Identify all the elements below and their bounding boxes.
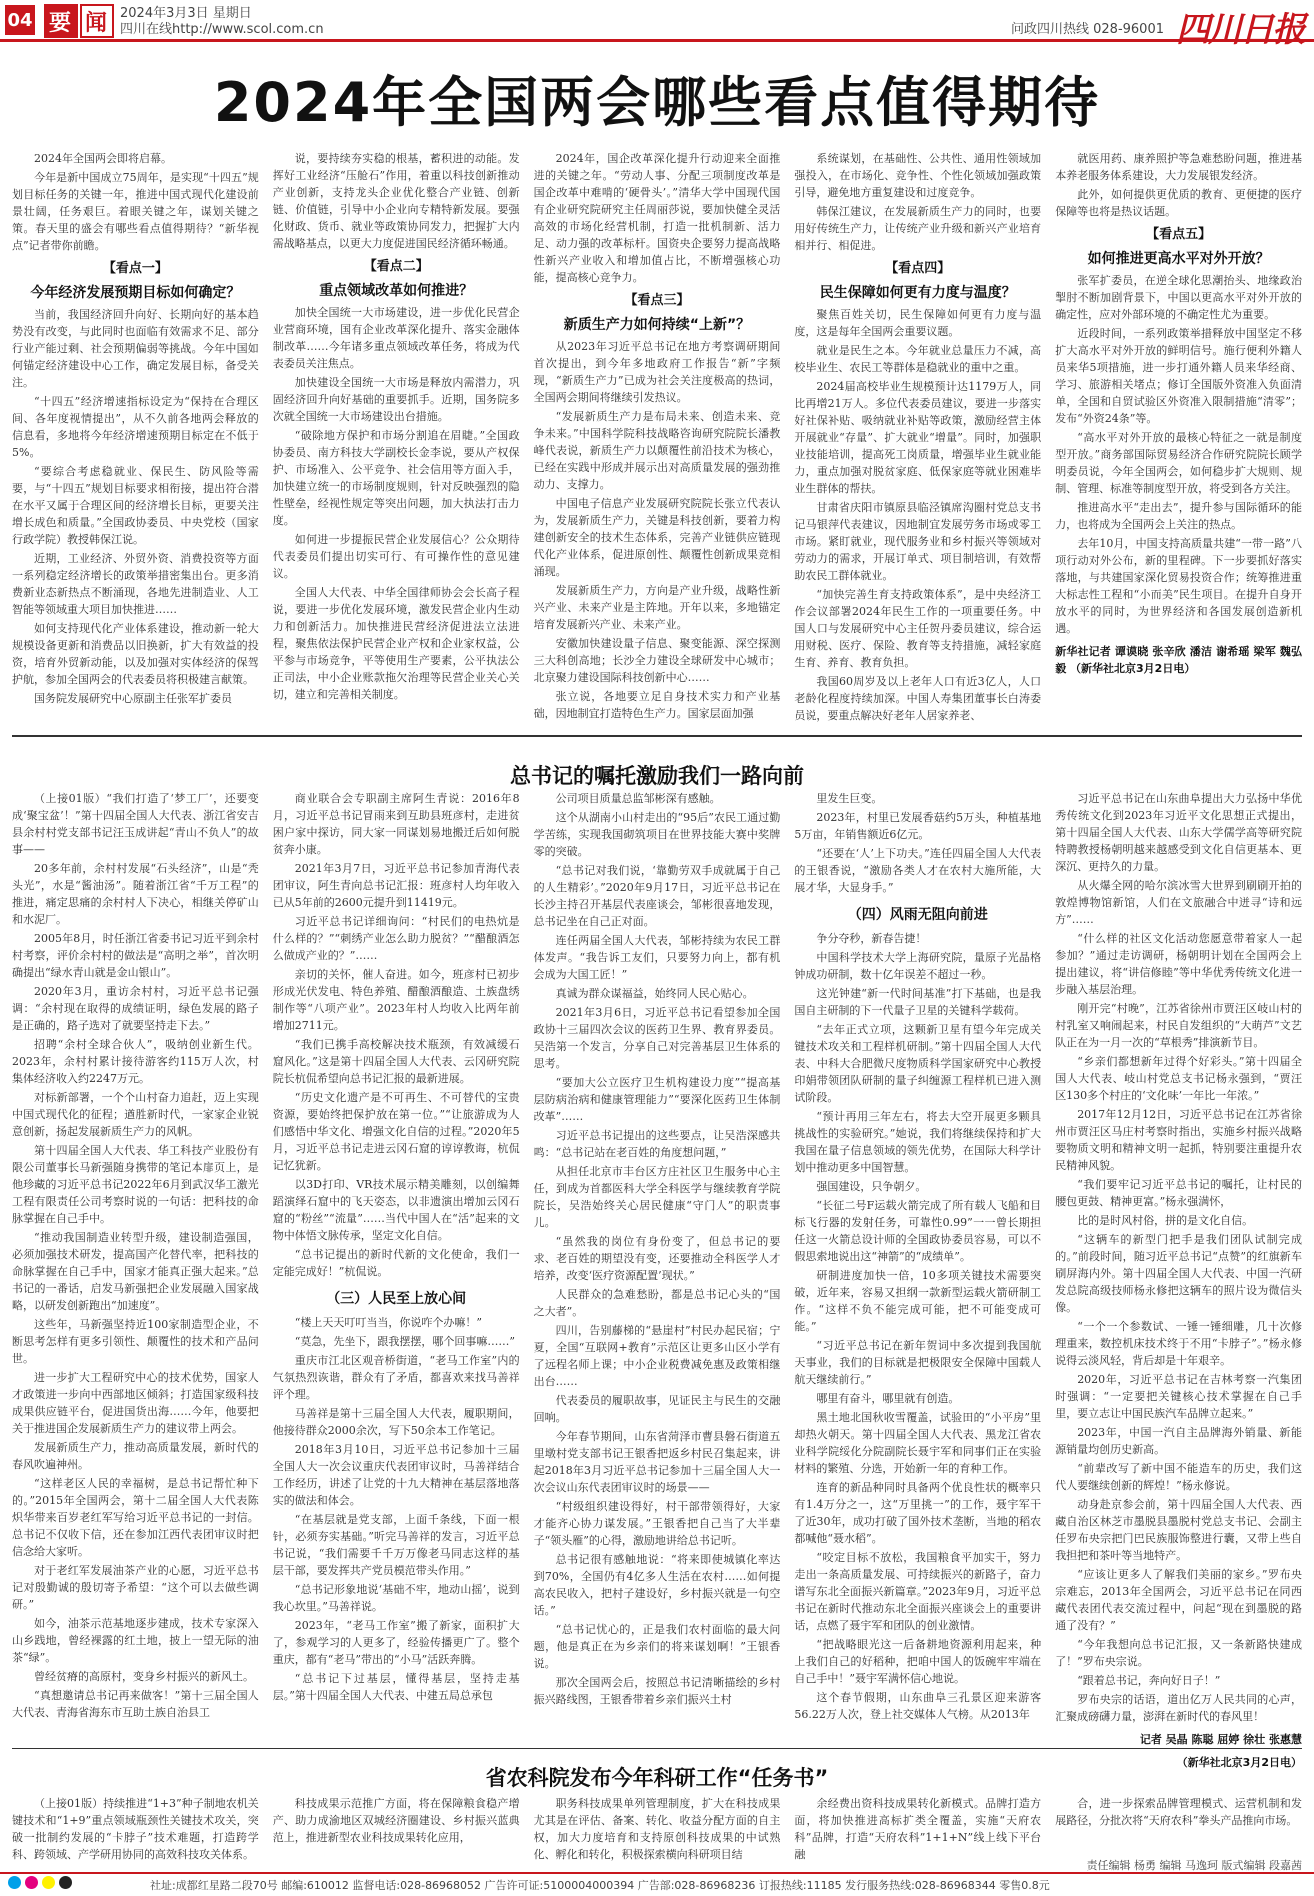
paragraph: 韩保江建议，在发展新质生产力的同时，也要用好传统生产力，让传统产业升级和新兴产业培育相并行、相促进。 (794, 205, 1042, 252)
paragraph: “前辈改写了新中国不能造车的历史，我们这代人要继续创新的辉煌！”杨永修说。 (1055, 1462, 1302, 1492)
second-headline: 总书记的嘱托激励我们一路向前 (510, 764, 804, 788)
paragraph: 近期，工业经济、外贸外资、消费投资等方面一系列稳定经济增长的政策举措密集出台。更多消费新业态新热点不断涌现，各地先进制造业、人工智能等领域重大项目加快推进…… (12, 552, 259, 616)
point-4-title: 民生保障如何更有力度与温度？ (819, 285, 1016, 301)
paragraph: “长征二号F运载火箭完成了所有载人飞船和目标飞行器的发射任务，可靠性0.99”一一曾长期担任这一火箭总设计师的全国政协委员容易，可以不假思索地说出这“神箭”的“成绩单”。 (794, 1199, 1042, 1263)
paragraph: 那次全国两会后，按照总书记清晰描绘的乡村振兴路线图，王银香带着乡亲们振兴土村 (533, 1676, 781, 1706)
section-title (44, 4, 116, 38)
mid-article (12, 790, 1302, 1769)
paragraph: 这光钟建“新一代时间基准”打下基础，也是我国自主研制的下一代量子卫星的关键科学载荷。 (794, 987, 1042, 1017)
paragraph: 真诚为群众谋福益，始终同人民心贴心。 (555, 987, 754, 1000)
paragraph: 系统谋划，在基础性、公共性、通用性领域加强投入，在市场化、竞争性、个性化领域加强政策引导，避免地方重复建设和过度竞争。 (794, 152, 1042, 199)
top-byline: 新华社记者 谭谟晓 张辛欣 潘洁 谢希瑶 梁军 魏弘毅 （新华社北京3月2日电） (1055, 645, 1302, 675)
editor-credits: 责任编辑 杨勇 编辑 马逸珂 版式编辑 段嘉茜 (1086, 1859, 1302, 1872)
paragraph: “真想邀请总书记再来做客！”第十三届全国人大代表、青海省海东市互助土族自治县工 (12, 1689, 259, 1719)
paragraph: “加快完善生育支持政策体系”，是中央经济工作会议部署2024年民生工作的一项重要任务。中国人口与发展研究中心主任贺丹委员建议，综合运用财税、医疗、保险、教育等支持措施，减轻家庭生育、养育、教育负担。 (794, 588, 1042, 669)
bottom-col-2: 科技成果示范推广方面，将在保障粮食稳产增产、助力成渝地区双城经济圈建设、乡村振兴蓝典范上，推进新型农业科技成果转化应用， (272, 1797, 520, 1844)
mid-subhead-4: （四）风雨无阻向前进 (847, 907, 988, 923)
top-col-3 (534, 150, 781, 730)
paragraph: “高水平对外开放的最核心特征之一就是制度型开放。”商务部国际贸易经济合作研究院院长顾学明委员说，今年全国两会，如何稳步扩大规则、规制、管理、标准等制度型开放，将受到各方关注。 (1055, 431, 1302, 495)
top-col-4 (794, 150, 1041, 730)
paragraph: 招聘“余村全球合伙人”，吸纳创业新生代。2023年，余村村累计接待游客约115万人次，村集体经济收入约2247万元。 (12, 1038, 259, 1085)
paragraph: “莫急，先坐下，跟我摆摆，哪个回事嘛……” (294, 1335, 516, 1348)
paragraph: 刚开完“村晚”，江苏省徐州市贾汪区岐山村的村乳室又响闹起来，村民自发组织的“大萌芦”文艺队正在为一月一次的“草根秀”排演新节目。 (1055, 1002, 1302, 1049)
paragraph: “预计再用三年左右，将去大空开展更多颗具挑战性的实验研究。”她说，我们将继续保持和扩大我国在量子信息领域的领先优势，在国际大科学计划中推动更多中国智慧。 (794, 1110, 1042, 1174)
paragraph: “发展新质生产力是布局未来、创造未来、竞争未来。”中国科学院科技战略咨询研究院院长潘教峰代表说，新质生产力以颠覆性前沿技术为核心，已经在实践中形成并展示出对高质量发展的强劲推动力、支撑力。 (533, 410, 781, 491)
paragraph: “去年正式立项，这颗新卫星有望今年完成关键技术攻关和工程样机研制。”第十四届全国人大代表、中科大合肥微尺度物质科学国家研究中心教授印娟带领团队研制的量子纠缠源工程样机已进入测试阶段。 (794, 1023, 1042, 1104)
paragraph: 2024年全国两会即将启幕。 (34, 152, 172, 165)
paragraph: 曾经贫瘠的高原村，变身乡村振兴的新风土。 (34, 1670, 254, 1683)
page-number: 04 (5, 5, 35, 35)
paragraph: “楼上天天叮叮当当，你说咋个办嘛！” (294, 1316, 483, 1329)
bottom-col-1: （上接01版）持续推进“1+3”种子制地农机关键技术和“1+9”重点领域瓶颈性关键技术攻关，突破一批制约发展的“卡脖子”技术难题，打造跨学科、跨领域、产学研用协同的高效科技攻关体系。 (12, 1797, 259, 1861)
paragraph: 当前，我国经济回升向好、长期向好的基本趋势没有改变，与此同时也面临有效需求不足、部分行业产能过剩、社会预期偏弱等挑战。今年中国如何锚定经济建设中心工作，确定发展目标，备受关注。 (12, 308, 259, 389)
mid-col-5 (1055, 790, 1302, 1769)
paragraph: 公司项目质量总监邹彬深有感触。 (555, 792, 721, 805)
paragraph: 2023年，中国一汽自主品牌海外销量、新能源销量均创历史新高。 (1055, 1426, 1302, 1456)
paragraph: 从火爆全网的哈尔滨冰雪大世界到刷刷开拍的敦煌博物馆新馆，人们在文旅融合中迸寻“诗和远方”…… (1055, 879, 1302, 926)
paragraph: “习近平总书记在新年贺词中多次提到我国航天事业，我们的目标就是把极限安全保障中国载人航天继续前行。” (794, 1339, 1042, 1386)
main-headline: 2024年全国两会哪些看点值得期待 (213, 71, 1101, 134)
paragraph: 张军扩委员，在逆全球化思潮抬头、地缘政治掣肘不断加剧背景下，中国以更高水平对外开放的确定性，应对外部环境的不确定性尤为重要。 (1055, 274, 1302, 321)
paragraph: “总书记忧心的，正是我们农村面临的最大问题，他是真正在为乡亲们的将来谋划啊！”王银香说。 (533, 1623, 781, 1670)
site-url[interactable]: 四川在线http://www.scol.com.cn (120, 22, 324, 37)
paragraph: 发展新质生产力，方向是产业升级，战略性新兴产业、未来产业是主阵地。开年以来，多地锚定培育发展新兴产业、未来产业。 (533, 584, 781, 631)
mid-col-1 (12, 790, 259, 1740)
paragraph: 全国人大代表、中华全国律师协会会长高子程说，要进一步优化发展环境，激发民营企业内生动力和创新活力。加快推进民营经济促进法立法进程，聚焦依法保护民营企业产权和企业家权益，公平参与市场竞争，平等使用生产要素，公平执法公正司法，中小企业账款拖欠治理等民营企业关心关切，建立和完善相关制度。 (272, 586, 520, 701)
paragraph: “咬定目标不放松，我国粮食平加实干，努力走出一条高质量发展、可持续振兴的新路子，奋力谱写东北全面振兴新篇章。”2023年9月，习近平总书记在新时代推动东北全面振兴座谈会上的重要讲话，点燃了聂宇军和团队的创业激情。 (794, 1551, 1042, 1632)
paragraph: 动身赴京参会前，第十四届全国人大代表、西藏自治区林芝市墨脱县墨脱村党总支书记、会副主任罗布央宗把门巴民族服饰整进行囊，又带上些自我担把和茶叶等当地特产。 (1055, 1498, 1302, 1562)
paragraph: “这样老区人民的幸福树，是总书记帮忙种下的。”2015年全国两会，第十二届全国人大代表陈炽华带来百岁老红军写给习近平总书记的一封信。总书记不仅收下信，还在参加江西代表团审议时把信念给大家听。 (12, 1477, 259, 1558)
col1-para-group (12, 150, 259, 254)
paragraph: 进一步扩大工程研究中心的技术优势，国家人才政策进一步向中西部地区倾斜；打造国家级科技成果供应链平台，促进国货出海……今年，他要把关于推进国企发展新质生产力的建议带上两会。 (12, 1371, 259, 1435)
paragraph: 2018年3月10日，习近平总书记参加十三届全国人大一次会议重庆代表团审议时，马善祥结合工作经历，讲述了让党的十九大精神在基层落地落实的做法和体会。 (272, 1443, 520, 1507)
paragraph: “我们已携手高校解决技术瓶颈，有效减缓石窟风化。”这是第十四届全国人大代表、云冈研究院院长杭侃希望向总书记汇报的最新进展。 (272, 1038, 520, 1085)
point-5-title: 如何推进更高水平对外开放？ (1087, 251, 1270, 267)
paragraph: 说，要持续夯实稳的根基，蓄积进的动能。发挥好工业经济“压舱石”作用，着重以科技创新推动产业创新，支持龙头企业优化整合产业链、创新链、价值链，引导中小企业向专精特新发展。要强化财政、货币、就业等政策协同发力，把握扩大内需战略基点，以更大力度促进国民经济循环畅通。 (272, 152, 520, 250)
point-5-tag: 【看点五】 (1146, 227, 1212, 242)
paragraph: 哪里有奋斗，哪里就有创造。 (816, 1392, 960, 1405)
paragraph: 2023年，村里已发展香菇约5万头，种植基地5万亩，年销售额近6亿元。 (794, 811, 1042, 841)
footer-info: 社址:成都红星路二段70号 邮编:610012 监督电话:028-86968052 广告许可证:5100004000394 广告部:028-86968236 订报热线:11185 发行服务热线:028-86968344 零售0.8元 (0, 1872, 1314, 1896)
paragraph: 连任两届全国人大代表，邹彬持续为农民工群体发声。“我告诉工友们，只要努力向上，都有机会成为大国工匠！” (533, 934, 781, 981)
paragraph: 黑土地北国秋收雪覆盖，试验田的“小平房”里却热火朝天。第十四届全国人大代表、黑龙江省农业科学院绥化分院副院长聂宇军和同事们正在实验材料的繁殖、分选，开始新一年的育种工作。 (794, 1411, 1042, 1475)
paragraph: 研制进度加快一倍，10多项关键技术需要突破，近年来，容易又担纲一款新型运载火箭研制工作。“这样不负不能完成可能，把不可能变成可能。” (794, 1269, 1042, 1333)
point-1-tag: 【看点一】 (102, 261, 168, 276)
paragraph: “我们要牢记习近平总书记的嘱托，让村民的腰包更鼓、精神更富。”杨永强满怀， (1055, 1178, 1302, 1208)
paragraph: 聚焦百姓关切，民生保障如何更有力度与温度，这是每年全国两会重要议题。 (794, 308, 1042, 338)
masthead (0, 0, 1314, 50)
top-col-5 (1055, 150, 1302, 730)
divider-rule (12, 735, 1302, 737)
paragraph: “这辆车的新型门把手是我们团队试制完成的。”前段时间，随习近平总书记“点赞”的红旗新车刷屏海内外。第十四届全国人大代表、中国一汽研发总院高级技师杨永修把这辆车的照片设为微信头像。 (1055, 1233, 1302, 1314)
paragraph: 就医用药、康养照护等急难愁盼问题，推进基本养老服务体系建设，大力发展银发经济。 (1055, 152, 1302, 182)
paragraph: 对于老红军发展油茶产业的心愿，习近平总书记对殷勤诚的殷切寄予希望：“这个可以去做些调研。” (12, 1564, 259, 1611)
paragraph: 比的是时风村俗，拼的是文化自信。 (1077, 1214, 1254, 1227)
paragraph: “总书记形象地说‘基础不牢，地动山摇’，说到我心坎里。”马善祥说。 (272, 1583, 520, 1613)
hotline: 问政四川热线 028-96001 (1011, 22, 1164, 37)
paragraph: “把战略眼光这一后备耕地资源利用起来，种上我们自己的好稻种，把咱中国人的饭碗牢牢端在自己手中！”聂宇军满怀信心地说。 (794, 1638, 1042, 1685)
paragraph: 里发生巨变。 (816, 792, 883, 805)
paragraph: 罗布央宗的话语，道出亿万人民共同的心声，汇聚成磅礴力量，澎湃在新时代的春风里！ (1055, 1693, 1302, 1723)
paragraph: 代表委员的履职故事，见证民主与民生的交融回响。 (533, 1394, 781, 1424)
paragraph: 商业联合会专职副主席阿生青说：2016年8月，习近平总书记冒雨来到互助县班彦村，走进贫困户家中探访，同大家一同谋划易地搬迁后如何脱贫奔小康。 (272, 792, 520, 856)
paragraph: 对标新部署，一个个山村奋力追赶，迈上实现中国式现代化的征程；遒胜新时代，一家家企业锐意创新，扬起发展新质生产力的风帆。 (12, 1091, 259, 1138)
bottom-col-4: 余经费出资科技成果转化新模式。品牌打造方面，将加快推进高标扩类全覆盖，实施“天府农科”品牌，打造“天府农科”1+1+N”线上线下平台融 (794, 1797, 1042, 1861)
paragraph: 20多年前，余村村发展“石头经济”，山是“秃头光”，水是“酱油汤”。随着浙江省“千万工程”的推进，痛定思痛的余村村人下决心，相继关停矿山和水泥厂。 (12, 862, 259, 926)
paragraph: 习近平总书记提出的这些要点，让吴浩深感共鸣：“总书记站在老百姓的角度想问题，” (533, 1129, 781, 1159)
paragraph: “在基层就是党支部，上面千条线，下面一根针，必须夯实基础。”听完马善祥的发言，习近平总书记说，“我们需要千千万万像老马同志这样的基层干部，要发挥共产党员模范带头作用。” (272, 1513, 520, 1577)
mid-subhead-3: （三）人民至上放心间 (326, 1291, 467, 1307)
paragraph: “历史文化遗产是不可再生、不可替代的宝贵资源，要始终把保护放在第一位。”“让旅游成为人们感悟中华文化、增强文化自信的过程。”2020年5月，习近平总书记走进云冈石窟的谆谆教诲，杭侃记忆犹新。 (272, 1091, 520, 1172)
paragraph: “乡亲们都想新年过得个好彩头。”第十四届全国人大代表、岐山村党总支书记杨永强到，“贾汪区130多个村庄的‘文化味’一年比一年浓。” (1055, 1055, 1302, 1102)
mid-col-2 (273, 790, 520, 1740)
paragraph: 四川，告别藤梯的“悬崖村”村民办起民宿；宁夏，全国“互联网+教育”示范区让更多山区小学有了远程名师上课；中小企业税费减免惠及政策相继出台…… (533, 1324, 781, 1388)
mid-col-3 (534, 790, 781, 1740)
bottom-col-5: 合，进一步探索品牌管理模式、运营机制和发展路径，分批次将“天府农科”拳头产品推向市场。 (1055, 1797, 1302, 1827)
paragraph: 张立说，各地要立足自身技术实力和产业基础，因地制宜打造特色生产力。国家层面加强 (533, 690, 781, 720)
section-char-2: 闻 (80, 4, 114, 38)
paragraph: “要综合考虑稳就业、保民生、防风险等需要，与“十四五”规划目标要求相衔接，提出符合潜在水平又属于合理区间的经济增长目标，更要关注增长成色和质量。”全国政协委员、中央党校（国家行政学院）教授韩保江说。 (12, 465, 259, 546)
paragraph: 以3D打印、VR技术展示精美雕刻，以创编舞蹈演绎石窟中的飞天姿态，以非遗演出增加云冈石窟的“粉丝”“流量”……当代中国人在“活”起来的文物中体悟文脉传承，坚定文化自信。 (272, 1178, 520, 1242)
dateline (120, 6, 324, 38)
paragraph: “一个一个参数试、一锤一锤细雕，几十次修理重来，数控机床技术终于不用“卡脖子”。”杨永修说得云淡风轻，背后却是十年艰辛。 (1055, 1320, 1302, 1367)
paragraph: 第十四届全国人大代表、华工科技产业股份有限公司董事长马新强随身携带的笔记本扉页上，是他珍藏的习近平总书记2022年6月到武汉华工激光工程有限责任公司考察时说的一句话：把科技的命脉掌握在自己手中。 (12, 1144, 259, 1225)
paragraph: 习近平总书记详细询问：“村民们的电热炕是什么样的？”“刺绣产业怎么助力脱贫？”“醋酿酒怎么做成产业的？”…… (272, 915, 520, 962)
paragraph: “村级组织建设得好，村干部带领得好，大家才能齐心协力谋发展。”王银香把自己当了大半辈子“领头雁”的心得，激励地讲给总书记听。 (533, 1500, 781, 1547)
paragraph: 2024年，国企改革深化提升行动迎来全面推进的关键之年。“劳动人事、分配三项制度改革是国企改革中难啃的‘硬骨头’。”清华大学中国现代国有企业研究院研究主任周丽莎说，要加快健全灵活高效的市场化经营机制，打造一批机制新、活力足、动力强的改革标杆。国资央企要努力提高战略性新兴产业收入和增加值占比，不断增强核心功能，提高核心竞争力。 (533, 152, 781, 284)
paragraph: “总书记提出的新时代新的文化使命，我们一定能完成好！”杭侃说。 (272, 1248, 520, 1278)
paragraph: 国务院发展研究中心原副主任张军扩委员 (34, 692, 232, 705)
paragraph: 2020年，习近平总书记在吉林考察一汽集团时强调：“一定要把关键核心技术掌握在自己手里，要立志让中国民族汽车品牌立起来。” (1055, 1373, 1302, 1420)
paragraph: 连育的新品种同时具备两个优良性状的概率只有1.4万分之一，这“万里挑一”的工作，聂宇军干了近30年，成功打破了国外技术垄断，当地的稻农都喊他“聂水稻”。 (794, 1481, 1042, 1545)
paragraph: 总书记很有感触地说：“将来即使城镇化率达到70%，全国仍有4亿多人生活在农村……如何提高农民收入，把村子建设好，乡村振兴就是一句空话。” (533, 1553, 781, 1617)
point-2-tag: 【看点二】 (363, 259, 429, 274)
paragraph: “总书记下过基层，懂得基层，坚持走基层。”第十四届全国人大代表、中建五局总承包 (272, 1672, 520, 1702)
paragraph: 从担任北京市丰台区方庄社区卫生服务中心主任，到成为首都医科大学全科医学与继续教育学院院长，吴浩始终关心居民健康“守门人”的职责事儿。 (533, 1165, 781, 1229)
paragraph: “虽然我的岗位有身份变了，但总书记的要求、老百姓的期望没有变，还要推动全科医学人才培养，改变‘医疗资源配置’现状。” (533, 1235, 781, 1282)
paragraph: （上接01版）“我们打造了‘梦工厂’，还要变成‘聚宝盆’！”第十四届全国人大代表、浙江省安吉县余村村党支部书记汪玉成讲起“青山不负人”的故事—— (12, 792, 259, 856)
paragraph: 如何支持现代化产业体系建设，推动新一轮大规模设备更新和消费品以旧换新，扩大有效益的投资，培育外贸新动能，以及加强对实体经济的保驾护航，参加全国两会的代表委员将积极建言献策。 (12, 622, 259, 686)
point-4-tag: 【看点四】 (885, 261, 951, 276)
paragraph: 甘肃省庆阳市镇原县临泾镇席沟圈村党总支书记马银萍代表建议，因地制宜发展劳务市场或零工市场。紧盯就业，现代服务业和乡村振兴等领域对劳动力的需求，开展订单式、项目制培训，有效帮助农民工群体就业。 (794, 501, 1042, 582)
paragraph: 中国电子信息产业发展研究院院长张立代表认为，发展新质生产力，关键是科技创新，要着力构建创新安全的技术生态体系，完善产业链供应链现代化产业体系，促进原创性、颠覆性创新成果竞相涌现。 (533, 497, 781, 578)
issue-date: 2024年3月3日 星期日 (120, 6, 252, 21)
paragraph: 如今，油茶示范基地逐步建成，技术专家深入山乡践地，曾经裸露的红土地，披上一望无际的油茶“绿”。 (12, 1617, 259, 1664)
paragraph: 加快全国统一大市场建设，进一步优化民营企业营商环境，国有企业改革深化提升、落实金融体制改革……今年诸多重点领域改革任务，将成为代表委员关注焦点。 (272, 306, 520, 370)
paragraph: “今年我想向总书记汇报，又一条新路快建成了！”罗布央宗说。 (1055, 1638, 1302, 1668)
paragraph: “还要在‘人’上下功夫。”连任四届全国人大代表的王银香说，“激励各类人才在农村大施所能，大展才华，大显身手。” (794, 847, 1042, 894)
paragraph: 这些年，马新强坚持近100家制造型企业，不断思考怎样有更多引领性、颠覆性的技术和产品问世。 (12, 1318, 259, 1365)
paragraph: “总书记对我们说，‘靠勤劳双手成就属于自己的人生精彩’。”2020年9月17日，习近平总书记在长沙主持召开基层代表座谈会，邹彬很喜地发现，总书记坐在自己正对面。 (533, 864, 781, 928)
point-1-title: 今年经济发展预期目标如何确定？ (30, 285, 241, 301)
paragraph: 从2023年习近平总书记在地方考察调研期间首次提出，到今年多地政府工作报告“新”字频现，“新质生产力”已成为社会关注度极高的热词，全国两会期间将继续引发热议。 (533, 340, 781, 404)
paragraph: 推进高水平“走出去”，提升参与国际循环的能力，也将成为全国两会上关注的热点。 (1055, 501, 1302, 531)
paragraph: 马善祥是第十三届全国人大代表，履职期间，他接待群众2000余次，写下50余本工作笔记。 (272, 1407, 520, 1437)
top-col-2 (273, 150, 520, 730)
point-3-title: 新质生产力如何持续“上新”？ (563, 317, 751, 333)
top-article (12, 150, 1302, 730)
paragraph: 争分夺秒，新春告捷！ (816, 932, 927, 945)
paragraph: 2024届高校毕业生规模预计达1179万人，同比再增21万人。多位代表委员建议，要进一步落实好社保补贴、吸纳就业补贴等政策，激励经营主体开展就业“存量”、扩大就业“增量”。同时，加强职业技能培训，提高死工岗质量，增强毕业生就业能力，重点加强对脱贫家庭、低保家庭等就业困难毕业生群体的帮扶。 (794, 380, 1042, 495)
paragraph: 去年10月，中国支持高质量共建“一带一路”八项行动对外公布，新的里程碑。下一步要抓好落实落地，与共建国家深化贸易投资合作；统筹推进重大标志性工程和“小而美”民生项目。在提升自身开放水平的同时，为世界经济和各国发展创造新机遇。 (1055, 537, 1302, 635)
paragraph: 如何进一步提振民营企业发展信心？公众期待代表委员们提出切实可行、有可操作性的意见建议。 (272, 533, 520, 580)
bottom-col-3: 职务科技成果单列管理制度，扩大在科技成果尤其是在评估、备案、转化、收益分配方面的自主权，加大力度培育和支持原创科技成果的中试熟化、孵化和转化，积极探索横向科研项目结 (533, 1797, 781, 1861)
paragraph: 我国60周岁及以上老年人口有近3亿人，人口老龄化程度持续加深。中国人寿集团董事长白涛委员说，要重点解决好老年人居家养老、 (794, 675, 1042, 722)
point-2-title: 重点领域改革如何推进？ (319, 283, 474, 299)
paragraph: 安徽加快建设量子信息、聚变能源、深空探测三大科创高地；长沙全力建设全球研发中心城市；北京聚力建设国际科技创新中心…… (533, 637, 781, 684)
paragraph: “应该让更多人了解我们美丽的家乡。”罗布央宗难忘，2013年全国两会，习近平总书记在同西藏代表团代表交流过程中，问起“现在到墨脱的路通了没有？” (1055, 1568, 1302, 1632)
divider-rule-2 (12, 1748, 1302, 1749)
mid-col-4 (794, 790, 1041, 1740)
paragraph: “十四五”经济增速指标设定为“保持在合理区间、各年度视情提出”，从不久前各地两会释放的信息看，多地将今年经济增速预期目标定在不低于5%。 (12, 395, 259, 459)
paragraph: “推动我国制造业转型升级，建设制造强国，必须加强技术研发，提高国产化替代率，把科技的命脉掌握在自己手中，国家才能真正强大起来。”总书记的一番话，启发马新强把企业发展融入国家战略，以研发创新跑出“加速度”。 (12, 1231, 259, 1312)
paragraph: 2020年3月，重访余村村，习近平总书记强调：“余村现在取得的成绩证明，绿色发展的路子是正确的，路子选对了就要坚持走下去。” (12, 985, 259, 1032)
paragraph: 亲切的关怀，催人奋进。如今，班彦村已初步形成光伏发电、特色养殖、醋酿酒酿造、土族盘绣制作等“八项产业”。2023年村人均收入比两年前增加2711元。 (272, 968, 520, 1032)
paragraph: “要加大公立医疗卫生机构建设力度”“提高基层防病治病和健康管理能力”“要深化医药卫生体制改革”…… (533, 1076, 781, 1123)
paragraph: 发展新质生产力，推动高质量发展，新时代的春风吹遍神州。 (12, 1441, 259, 1471)
section-char-1: 要 (44, 4, 78, 38)
paragraph: 2021年3月6日，习近平总书记看望参加全国政协十三届四次会议的医药卫生界、教育界委员。吴浩第一个发言，分享自己对完善基层卫生体系的思考。 (533, 1006, 781, 1070)
paragraph: 这个从湖南小山村走出的“95后”农民工通过勤学苦练，实现我国砌筑项目在世界技能大赛中奖牌零的突破。 (533, 811, 781, 858)
paragraph: 习近平总书记在山东曲阜提出大力弘扬中华优秀传统文化到2023年习近平文化思想正式提出，第十四届全国人大代表、山东大学儒学高等研究院特聘教授杨朝明越来越感受到文化自信更基本、更深沉、更持久的力量。 (1055, 792, 1302, 873)
paragraph: “跟着总书记，奔向好日子！” (1077, 1674, 1221, 1687)
newspaper-logo: 四川日报 (1176, 10, 1304, 50)
bottom-article (12, 1795, 1302, 1865)
paragraph: 2017年12月12日，习近平总书记在江苏省徐州市贾汪区马庄村考察时指出，实施乡村振兴战略要物质文明和精神文明一起抓，特别要注重提升农民精神风貌。 (1055, 1108, 1302, 1172)
paragraph: 今年是新中国成立75周年，是实现“十四五”规划目标任务的关键一年，推进中国式现代化建设前景壮阔，任务艰巨。着眼关键之年，谋划关键之策。春天里的盛会有哪些看点值得期待？“新华视点”记者带你前瞻。 (12, 171, 259, 252)
paragraph: 近段时间，一系列政策举措释放中国坚定不移扩大高水平对外开放的鲜明信号。施行便利外籍人员来华5项措施，进一步打通外籍人员来华经商、学习、旅游相关堵点；修订全国版外资准入负面清单，全国和自贸试验区外资准入限制措施“清零”；发布“外资24条”等。 (1055, 327, 1302, 425)
paragraph: 此外，如何提供更优质的教育、更便捷的医疗保障等也将是热议话题。 (1055, 188, 1302, 218)
paragraph: 重庆市江北区观音桥街道，“老马工作室”内的气氛热烈诙谐，群众有了矛盾，都喜欢来找马善祥评个理。 (272, 1354, 520, 1401)
mid-byline-2: （新华社北京3月2日电） (1176, 1756, 1302, 1769)
paragraph: 强国建设，只争朝夕。 (816, 1180, 927, 1193)
mid-byline: 记者 吴晶 陈聪 屈婷 徐壮 张惠慧 (1139, 1733, 1302, 1746)
paragraph: “破除地方保护和市场分割追在眉睫。”全国政协委员、南方科技大学副校长金李说，要从产权保护、市场准入、公平竞争、社会信用等方面入手，加快建立统一的市场制度规则，针对反映强烈的隐性壁垒，经视性规定等突出问题，加大执法打击力度。 (272, 429, 520, 527)
paragraph: 中国科学技术大学上海研究院，量原子光晶格钟成功研制，数十亿年误差不超过一秒。 (794, 951, 1042, 981)
paragraph: 就业是民生之本。今年就业总量压力不减，高校毕业生、农民工等群体是稳就业的重中之重。 (794, 344, 1042, 374)
paragraph: 加快建设全国统一大市场是释放内需潜力，巩固经济回升向好基础的重要抓手。近期，国务院多次就全国统一大市场建设出台措施。 (272, 376, 520, 423)
paragraph: “什么样的社区文化活动您愿意带着家人一起参加？”通过走访调研，杨朝明计划在全国两会上提出建议，将“讲信修睦”等中华优秀传统文化进一步融入基层治理。 (1055, 932, 1302, 996)
third-headline: 省农科院发布今年科研工作“任务书” (485, 1766, 829, 1790)
paragraph: 2005年8月，时任浙江省委书记习近平到余村村考察，评价余村村的做法是“高明之举”，首次明确提出“绿水青山就是金山银山”。 (12, 932, 259, 979)
paragraph: 今年春节期间，山东省菏泽市曹县磐石街道五里墩村党支部书记王银香把返乡村民召集起来，讲起2018年3月习近平总书记参加十三届全国人大一次会议山东代表团审议时的场景—— (533, 1430, 781, 1494)
paragraph: 2021年3月7日，习近平总书记参加青海代表团审议，阿生青向总书记汇报：班彦村人均年收入已从5年前的2600元提升到11419元。 (272, 862, 520, 909)
paragraph: 2023年，“老马工作室”搬了新家，面积扩大了，参观学习的人更多了，经验传播更广了。整个重庆，都有“老马”带出的“小马”活跃奔腾。 (272, 1619, 520, 1666)
paragraph: 这个春节假期，山东曲阜三孔景区迎来游客56.22万人次，登上社交媒体人气榜。从2013年 (794, 1691, 1042, 1721)
point-3-tag: 【看点三】 (624, 293, 690, 308)
paragraph: 人民群众的急难愁盼，都是总书记心头的“国之大者”。 (533, 1288, 781, 1318)
top-col-1 (12, 150, 259, 730)
